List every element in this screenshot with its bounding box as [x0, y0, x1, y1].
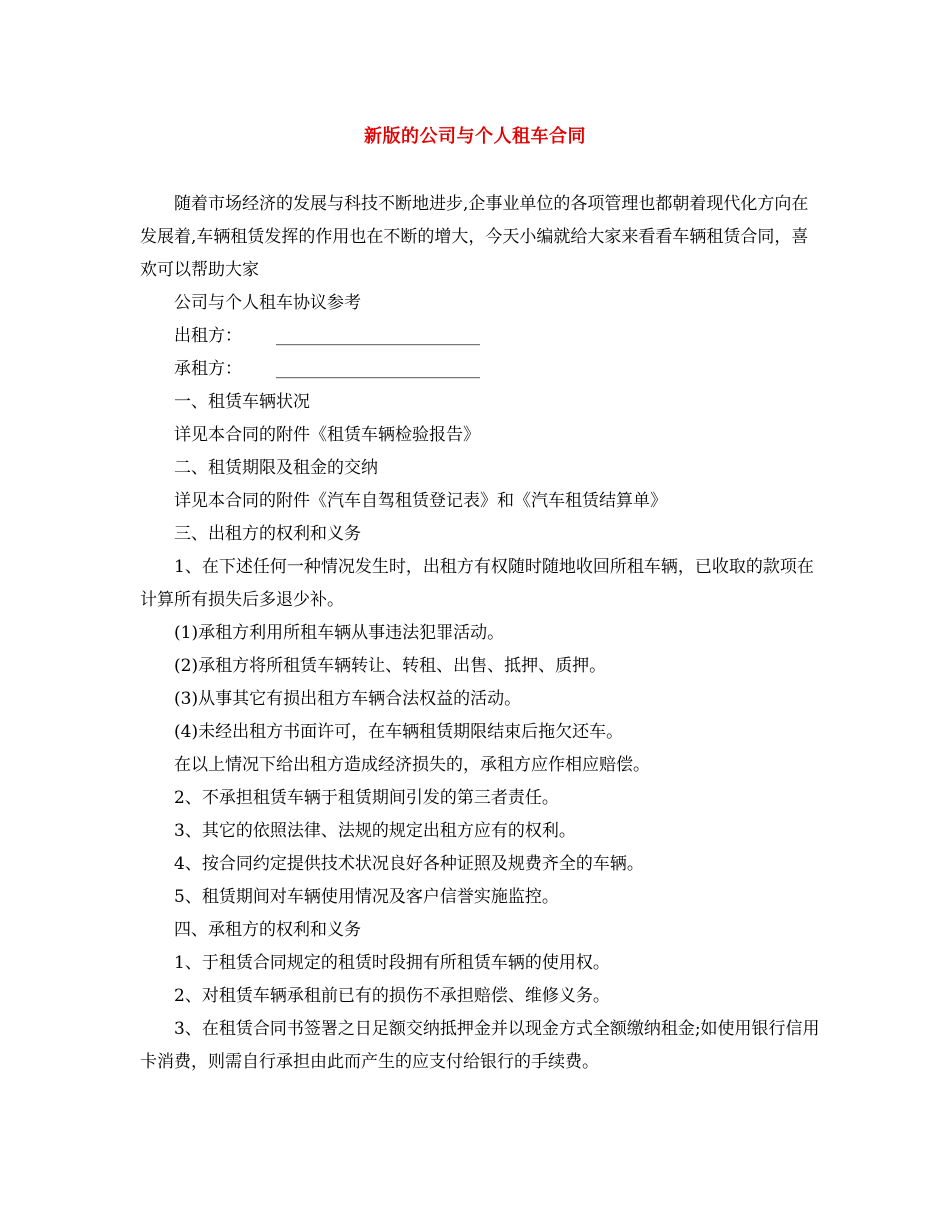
clause-paragraph: 详见本合同的附件《租赁车辆检验报告》	[174, 425, 480, 445]
clause-paragraph: 1、于租赁合同规定的租赁时段拥有所租赁车辆的使用权。	[174, 953, 610, 973]
clause-paragraph: 详见本合同的附件《汽车自驾租赁登记表》和《汽车租赁结算单》	[174, 491, 667, 511]
lessee-line	[140, 353, 820, 386]
clause-item: (1)承租方利用所租车辆从事违法犯罪活动。	[174, 623, 505, 643]
lessee-blank: ________________________	[276, 359, 480, 379]
clause-paragraph: 3、其它的依照法律、法规的规定出租方应有的权利。	[174, 821, 576, 841]
clause-paragraph: 4、按合同约定提供技术状况良好各种证照及规费齐全的车辆。	[174, 854, 644, 874]
lessee-label: 承租方：	[174, 359, 242, 379]
clause-paragraph: 2、不承担租赁车辆于租赁期间引发的第三者责任。	[174, 788, 559, 808]
clause-paragraph: 1、在下述任何一种情况发生时，出租方有权随时随地收回所租车辆，已收取的款项在计算所有损失后多退少补。	[140, 557, 814, 610]
document-title: 新版的公司与个人租车合同	[364, 126, 586, 147]
section-heading-2: 二、租赁期限及租金的交纳	[174, 458, 378, 478]
clause-paragraph: 5、租赁期间对车辆使用情况及客户信誉实施监控。	[174, 887, 559, 907]
clause-item: (2)承租方将所租赁车辆转让、转租、出售、抵押、质押。	[174, 656, 607, 676]
clause-paragraph: 在以上情况下给出租方造成经济损失的，承租方应作相应赔偿。	[174, 755, 650, 775]
clause-paragraph: 3、在租赁合同书签署之日足额交纳抵押金并以现金方式全额缴纳租金;如使用银行信用卡消费，则需自行承担由此而产生的应支付给银行的手续费。	[140, 1019, 820, 1072]
lessor-label: 出租方：	[174, 326, 242, 346]
section-heading-1: 一、租赁车辆状况	[174, 392, 310, 412]
clause-item: (3)从事其它有损出租方车辆合法权益的活动。	[174, 689, 522, 709]
lessor-blank: ________________________	[276, 326, 480, 346]
section-heading-3: 三、出租方的权利和义务	[174, 524, 361, 544]
lessor-line	[140, 320, 820, 353]
document-body	[140, 188, 820, 1079]
intro-paragraph: 随着市场经济的发展与科技不断地进步,企事业单位的各项管理也都朝着现代化方向在发展着,车辆租赁发挥的作用也在不断的增大，今天小编就给大家来看看车辆租赁合同，喜欢可以帮助大家	[140, 194, 809, 280]
clause-item: (4)未经出租方书面许可，在车辆租赁期限结束后拖欠还车。	[174, 722, 624, 742]
agreement-subtitle: 公司与个人租车协议参考	[174, 293, 361, 313]
clause-paragraph: 2、对租赁车辆承租前已有的损伤不承担赔偿、维修义务。	[174, 986, 610, 1006]
section-heading-4: 四、承租方的权利和义务	[174, 920, 361, 940]
